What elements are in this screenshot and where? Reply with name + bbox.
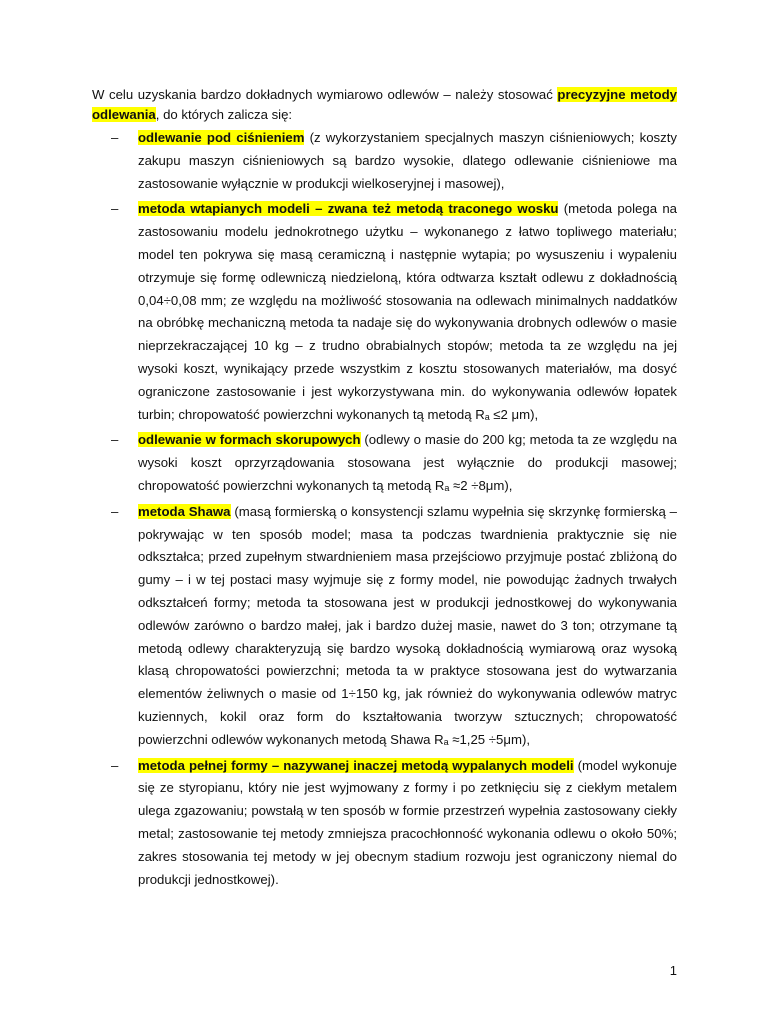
intro-text-after: , do których zalicza się: [155, 107, 293, 122]
dash-bullet: – [111, 201, 119, 217]
intro-highlight: precyzyjne metody odlewania [92, 87, 677, 122]
list-item-full-mold [111, 755, 677, 892]
item-highlight: metoda Shawa [138, 503, 231, 519]
dash-bullet: – [111, 503, 119, 519]
page-number: 1 [669, 963, 677, 978]
item-highlight: metoda wtapianych modeli – zwana też metodą traconego wosku [138, 201, 559, 217]
item-text: (metoda polega na zastosowaniu modelu jednokrotnego użytku – wykonanego z łatwo topliwego materiału; model ten pokrywa się masą ceramiczną i następnie wytapia; po wysuszeniu i wypaleniu otrzymuje się formę odlewniczą niedzieloną, która odtwarza kształt odlewu z dokładnością 0,04÷0,08 mm; ze względu na możliwość stosowania na odlewach minimalnych naddatków na obróbkę mechaniczną metoda ta nadaje się do wykonywania drobnych odlewów o masie nieprzekraczającej 10 kg – z trudno obrabialnych stopów; metoda ta ze względu na jej wysoki koszt, wynikający przede wszystkim z kosztu stosowanych materiałów, ma dosyć ograniczone zastosowanie i jest wykorzystywana min. do wykonywania odlewów łopatek turbin; chropowatość powierzchni wykonanych tą metodą Rₐ ≤2 μm), [138, 201, 677, 422]
list-item-lost-wax [111, 198, 677, 426]
dash-bullet: – [111, 130, 119, 145]
item-text: (z wykorzystaniem specjalnych maszyn ciśnieniowych; koszty zakupu maszyn ciśnieniowych są bardzo wysokie, dlatego odlewanie ciśnieniowe ma zastosowanie wyłącznie w produkcji wielkoseryjnej i masowej), [138, 130, 677, 191]
dash-bullet: – [111, 757, 119, 773]
item-text: (model wykonuje się ze styropianu, który nie jest wyjmowany z formy i po zetknięciu się z ciekłym metalem ulega zgazowaniu; powstałą w ten sposób w formie przestrzeń wypełnia zastosowany ciekły metal; zastosowanie tej metody zmniejsza pracochłonność wykonania odlewu o około 50%; zakres stosowania tej metody w jej obecnym stadium rozwoju jest ograniczony niemal do produkcji jednostkowej). [138, 757, 677, 887]
methods-list [92, 127, 677, 891]
list-item-pressure-casting [111, 127, 677, 195]
dash-bullet: – [111, 432, 119, 448]
list-item-shaw-method [111, 501, 678, 752]
intro-text-before: W celu uzyskania bardzo dokładnych wymiarowo odlewów – należy stosować [92, 87, 558, 102]
list-item-shell-molds [111, 429, 677, 497]
item-text: (odlewy o masie do 200 kg; metoda ta ze względu na wysoki koszt oprzyrządowania stosowana jest wyłącznie do produkcji masowej; chropowatość powierzchni wykonanych tą metodą Rₐ ≈2 ÷8μm), [138, 432, 677, 493]
item-highlight: metoda pełnej formy – nazywanej inaczej metodą wypalanych modeli [138, 757, 574, 773]
item-highlight: odlewanie w formach skorupowych [138, 432, 361, 448]
intro-paragraph [92, 85, 677, 125]
item-text: (masą formierską o konsystencji szlamu wypełnia się skrzynkę formierską – pokrywając w ten sposób model; masa ta podczas twardnienia praktycznie się nie odkształca; przed zupełnym stwardnieniem masa przejściowo przyjmuje postać zbliżoną do gumy – i w tej postaci masy wyjmuje się z formy model, nie powodując żadnych trwałych odkształceń formy; metoda ta stosowana jest w produkcji jednostkowej do wykonywania odlewów zarówno o bardzo małej, jak i bardzo dużej masie, nawet do 3 ton; otrzymane tą metodą odlewy charakteryzują się bardzo wysoką dokładnością wymiarową oraz wysoką klasą chropowatości powierzchni; metoda ta w praktyce stosowana jest do wytwarzania elementów żeliwnych o masie od 1÷150 kg, jak również do wykonywania odlewów matryc kuziennych, kokil oraz form do kształtowania tworzyw sztucznych; chropowatość powierzchni odlewów wykonanych metodą Shawa Rₐ ≈1,25 ÷5μm), [138, 503, 678, 747]
item-highlight: odlewanie pod ciśnieniem [138, 130, 305, 145]
